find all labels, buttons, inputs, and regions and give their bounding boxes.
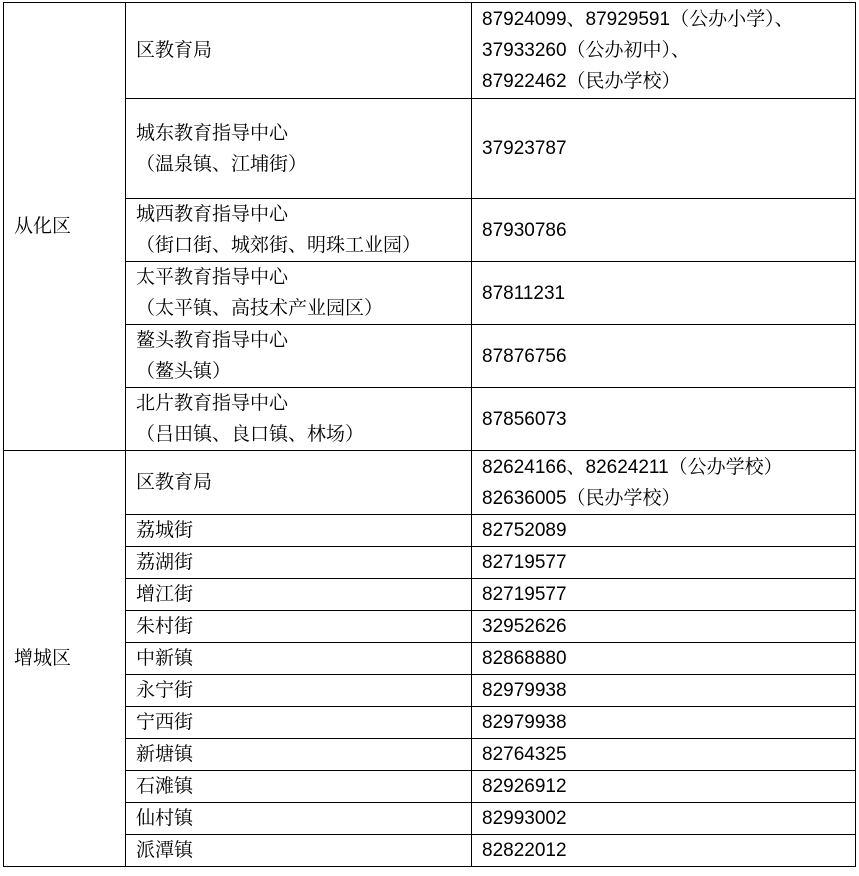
unit-cell xyxy=(126,803,472,835)
unit-cell xyxy=(126,199,472,262)
district-cell: 增城区 xyxy=(4,451,126,867)
unit-text: 区教育局 xyxy=(136,471,213,493)
table-row xyxy=(4,547,856,579)
table-row xyxy=(4,262,856,325)
table-row xyxy=(4,3,856,99)
phone-cell xyxy=(472,643,856,675)
phone-cell xyxy=(472,388,856,451)
phone-cell xyxy=(472,675,856,707)
unit-text: （鳌头镇） xyxy=(136,360,232,382)
phone-text: 87922462（民办学校） xyxy=(482,71,681,92)
phone-text: 82868880 xyxy=(482,648,567,669)
table-row xyxy=(4,643,856,675)
unit-text: 城西教育指导中心 xyxy=(136,203,289,225)
phone-cell xyxy=(472,515,856,547)
unit-cell xyxy=(126,547,472,579)
unit-cell xyxy=(126,579,472,611)
phone-text: 32952626 xyxy=(482,616,567,637)
unit-cell xyxy=(126,643,472,675)
table-row xyxy=(4,611,856,643)
table-row xyxy=(4,739,856,771)
phone-text: 87856073 xyxy=(482,408,567,430)
phone-text: 82822012 xyxy=(482,840,567,861)
district-cell: 从化区 xyxy=(4,3,126,451)
unit-text: 荔城街 xyxy=(136,519,194,541)
phone-text: 37933260（公办初中）、 xyxy=(482,40,691,61)
unit-cell xyxy=(126,675,472,707)
phone-cell xyxy=(472,3,856,99)
table-row xyxy=(4,835,856,867)
phone-text: 82764325 xyxy=(482,744,567,765)
unit-text: （吕田镇、良口镇、林场） xyxy=(136,423,365,445)
contacts-table xyxy=(3,2,856,867)
unit-cell xyxy=(126,739,472,771)
phone-cell xyxy=(472,771,856,803)
unit-cell xyxy=(126,707,472,739)
phone-cell xyxy=(472,325,856,388)
phone-cell xyxy=(472,451,856,515)
table-row xyxy=(4,515,856,547)
phone-cell xyxy=(472,707,856,739)
table-row xyxy=(4,675,856,707)
phone-cell xyxy=(472,739,856,771)
phone-cell xyxy=(472,547,856,579)
table-row xyxy=(4,579,856,611)
unit-text: 区教育局 xyxy=(136,39,213,61)
unit-text: 宁西街 xyxy=(136,711,194,733)
table-body xyxy=(4,3,856,867)
unit-text: 永宁街 xyxy=(136,679,194,701)
table-row xyxy=(4,388,856,451)
unit-text: 增江街 xyxy=(136,583,194,605)
unit-text: 石滩镇 xyxy=(136,775,194,797)
unit-cell xyxy=(126,771,472,803)
phone-text: 82752089 xyxy=(482,520,567,541)
phone-text: 87811231 xyxy=(482,282,566,304)
table-row xyxy=(4,199,856,262)
phone-cell xyxy=(472,803,856,835)
phone-text: 82979938 xyxy=(482,712,567,733)
unit-cell xyxy=(126,515,472,547)
unit-text: （太平镇、高技术产业园区） xyxy=(136,297,384,319)
unit-text: 荔湖街 xyxy=(136,551,194,573)
phone-text: 82636005（民办学校） xyxy=(482,487,681,509)
unit-text: 朱村街 xyxy=(136,615,194,637)
table-row xyxy=(4,707,856,739)
unit-text: 仙村镇 xyxy=(136,807,194,829)
phone-text: 87924099、87929591（公办小学）、 xyxy=(482,9,794,30)
unit-text: 北片教育指导中心 xyxy=(136,392,289,414)
unit-text: 太平教育指导中心 xyxy=(136,266,289,288)
table-row xyxy=(4,99,856,199)
unit-cell xyxy=(126,611,472,643)
unit-cell xyxy=(126,262,472,325)
unit-text: （温泉镇、江埔街） xyxy=(136,152,308,175)
phone-cell xyxy=(472,262,856,325)
phone-text: 87930786 xyxy=(482,219,567,241)
unit-text: 城东教育指导中心 xyxy=(136,121,289,144)
phone-cell xyxy=(472,579,856,611)
phone-text: 87876756 xyxy=(482,345,567,367)
unit-text: 鳌头教育指导中心 xyxy=(136,329,289,351)
phone-cell xyxy=(472,99,856,199)
unit-text: 派潭镇 xyxy=(136,839,194,861)
table-row xyxy=(4,451,856,515)
phone-text: 82979938 xyxy=(482,680,567,701)
unit-text: （街口街、城郊街、明珠工业园） xyxy=(136,234,422,256)
unit-text: 中新镇 xyxy=(136,647,194,669)
table-row xyxy=(4,325,856,388)
phone-text: 82926912 xyxy=(482,776,567,797)
unit-cell xyxy=(126,325,472,388)
unit-cell xyxy=(126,388,472,451)
unit-cell xyxy=(126,835,472,867)
table-row xyxy=(4,803,856,835)
phone-text: 82719577 xyxy=(482,552,567,573)
phone-text: 37923787 xyxy=(482,138,567,159)
table-row xyxy=(4,771,856,803)
unit-cell xyxy=(126,99,472,199)
unit-cell xyxy=(126,451,472,515)
phone-text: 82719577 xyxy=(482,584,567,605)
phone-cell xyxy=(472,611,856,643)
phone-cell xyxy=(472,835,856,867)
phone-text: 82993002 xyxy=(482,808,567,829)
phone-text: 82624166、82624211（公办学校） xyxy=(482,456,783,478)
unit-text: 新塘镇 xyxy=(136,743,194,765)
unit-cell xyxy=(126,3,472,99)
phone-cell xyxy=(472,199,856,262)
